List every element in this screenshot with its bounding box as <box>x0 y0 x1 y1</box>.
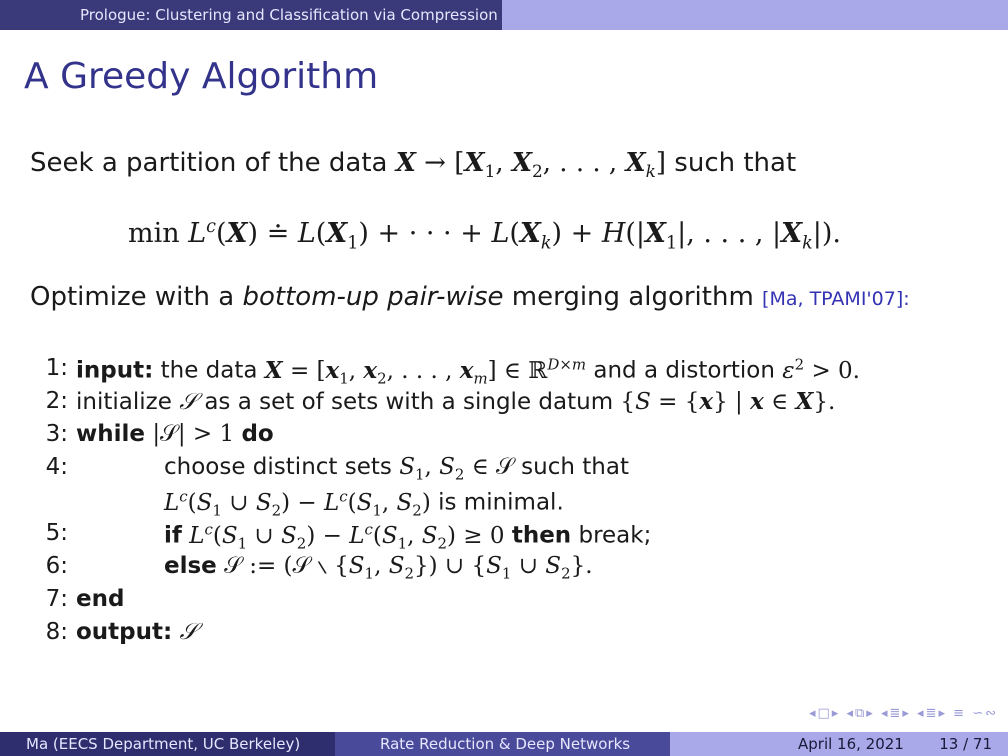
line-number: 5: <box>45 520 68 546</box>
line-number: 8: <box>45 619 68 645</box>
nav-prev-section-icon[interactable]: ◂ <box>880 706 890 721</box>
line-number: 6: <box>45 553 68 579</box>
intro-such-that-text: such that <box>674 148 797 178</box>
nav-frame-icon[interactable]: □ <box>817 706 832 721</box>
line-number: 3: <box>45 421 68 447</box>
input-text: the data <box>160 357 258 384</box>
data-matrix-math: $X = [x_1$, $x_2$, . . . , $x_m$] ∈ ℝ$^{D\times m}$ <box>264 355 587 388</box>
partition-math: $X \to [X_1$, $X_2$, . . . , $X_k$] <box>395 148 667 182</box>
nav-section-icon[interactable]: ≣ <box>889 706 903 721</box>
singleton-sets-math: {S = {x} | x ∈ X}. <box>620 388 836 415</box>
line-number: 4: <box>45 454 68 480</box>
footer-bar <box>0 732 1008 756</box>
header-bar-right <box>502 0 1008 30</box>
nav-prev-appendix-icon[interactable]: ◂ <box>917 706 926 721</box>
while-keyword: while <box>76 421 145 447</box>
merge-cost-math: $L^c(S_1$ ∪ $S_2) - L^c(S_1$, $S_2$) <box>164 487 431 520</box>
footer-talk-segment <box>335 732 670 756</box>
while-condition-math: |𝒮| > 1 <box>152 421 235 447</box>
line-number: 7: <box>45 586 68 612</box>
nav-next-section-icon[interactable]: ▸ <box>902 706 911 721</box>
footer-author[interactable]: Ma (EECS Department, UC Berkeley) <box>26 735 301 753</box>
nav-next-frame-icon[interactable]: ▸ <box>831 706 841 721</box>
input-keyword: input: <box>76 357 154 384</box>
line-number: 1: <box>45 355 68 381</box>
navigation-symbols <box>809 706 998 721</box>
intro-seek-text: Seek a partition of the data <box>30 148 388 178</box>
such-that-text: such that <box>521 454 629 480</box>
footer-date: April 16, 2021 <box>798 735 904 753</box>
optimize-emphasis: bottom-up pair-wise <box>242 282 504 312</box>
if-condition-math: $L^c(S_1$ ∪ $S_2) - L^c(S_1$, $S_2) \ge 0$ <box>189 520 505 553</box>
citation-link[interactable]: [Ma, TPAMI'07]: <box>762 288 910 310</box>
optimize-suffix: merging algorithm <box>511 282 754 312</box>
nav-subsection-icon[interactable]: ⧉ <box>854 706 867 721</box>
nav-prev-frame-icon[interactable]: ◂ <box>808 706 818 721</box>
break-text: break; <box>578 522 652 549</box>
footer-info-segment <box>670 732 1008 756</box>
choose-sets-math: $S_1$, $S_2$ ∈ 𝒮 <box>399 454 514 484</box>
footer-talk-title[interactable]: Rate Reduction & Deep Networks <box>380 735 631 753</box>
do-keyword: do <box>241 421 274 447</box>
slide-title: A Greedy Algorithm <box>24 56 379 97</box>
footer-page-number: 13 / 71 <box>939 735 992 753</box>
if-keyword: if <box>164 522 182 549</box>
nav-appendix-icon[interactable]: ≣ <box>925 706 939 721</box>
distortion-math: $\varepsilon^2 > 0$. <box>782 355 860 384</box>
objective-equation: $\min L^c(X)$ ≐ $L(X_1)$ + · · · + $L(X_k) + H(|X_1|$, . . . , $|X_k|$). <box>128 217 841 254</box>
nav-search-icon[interactable]: ∽∾ <box>972 706 998 721</box>
nav-prev-subsection-icon[interactable]: ◂ <box>846 706 855 721</box>
else-keyword: else <box>164 553 217 579</box>
distortion-text: and a distortion <box>593 357 775 384</box>
output-set-math: 𝒮 <box>179 619 198 645</box>
header-bar <box>0 0 1008 30</box>
nav-toc-icon[interactable]: ≡ <box>953 706 967 721</box>
optimize-prefix: Optimize with a <box>30 282 235 312</box>
optimize-line <box>30 282 910 312</box>
set-s-math: 𝒮 <box>179 389 197 415</box>
set-update-math: 𝒮 := (𝒮 ∖ {$S_1$, $S_2$}) ∪ {$S_1$ ∪ $S_2$}. <box>224 553 593 583</box>
intro-line <box>30 148 796 181</box>
section-title[interactable]: Prologue: Clustering and Classification via Compression <box>80 6 498 24</box>
nav-next-subsection-icon[interactable]: ▸ <box>866 706 875 721</box>
choose-text: choose distinct sets <box>164 454 392 480</box>
then-keyword: then <box>511 522 572 549</box>
nav-next-appendix-icon[interactable]: ▸ <box>938 706 948 721</box>
output-keyword: output: <box>76 619 173 645</box>
end-keyword: end <box>76 586 125 612</box>
initialize-text: initialize <box>76 389 172 415</box>
minimal-text: is minimal. <box>438 489 564 516</box>
line-number: 2: <box>45 388 68 414</box>
initialize-desc: as a set of sets with a single datum <box>204 389 614 415</box>
footer-author-segment <box>0 732 335 756</box>
